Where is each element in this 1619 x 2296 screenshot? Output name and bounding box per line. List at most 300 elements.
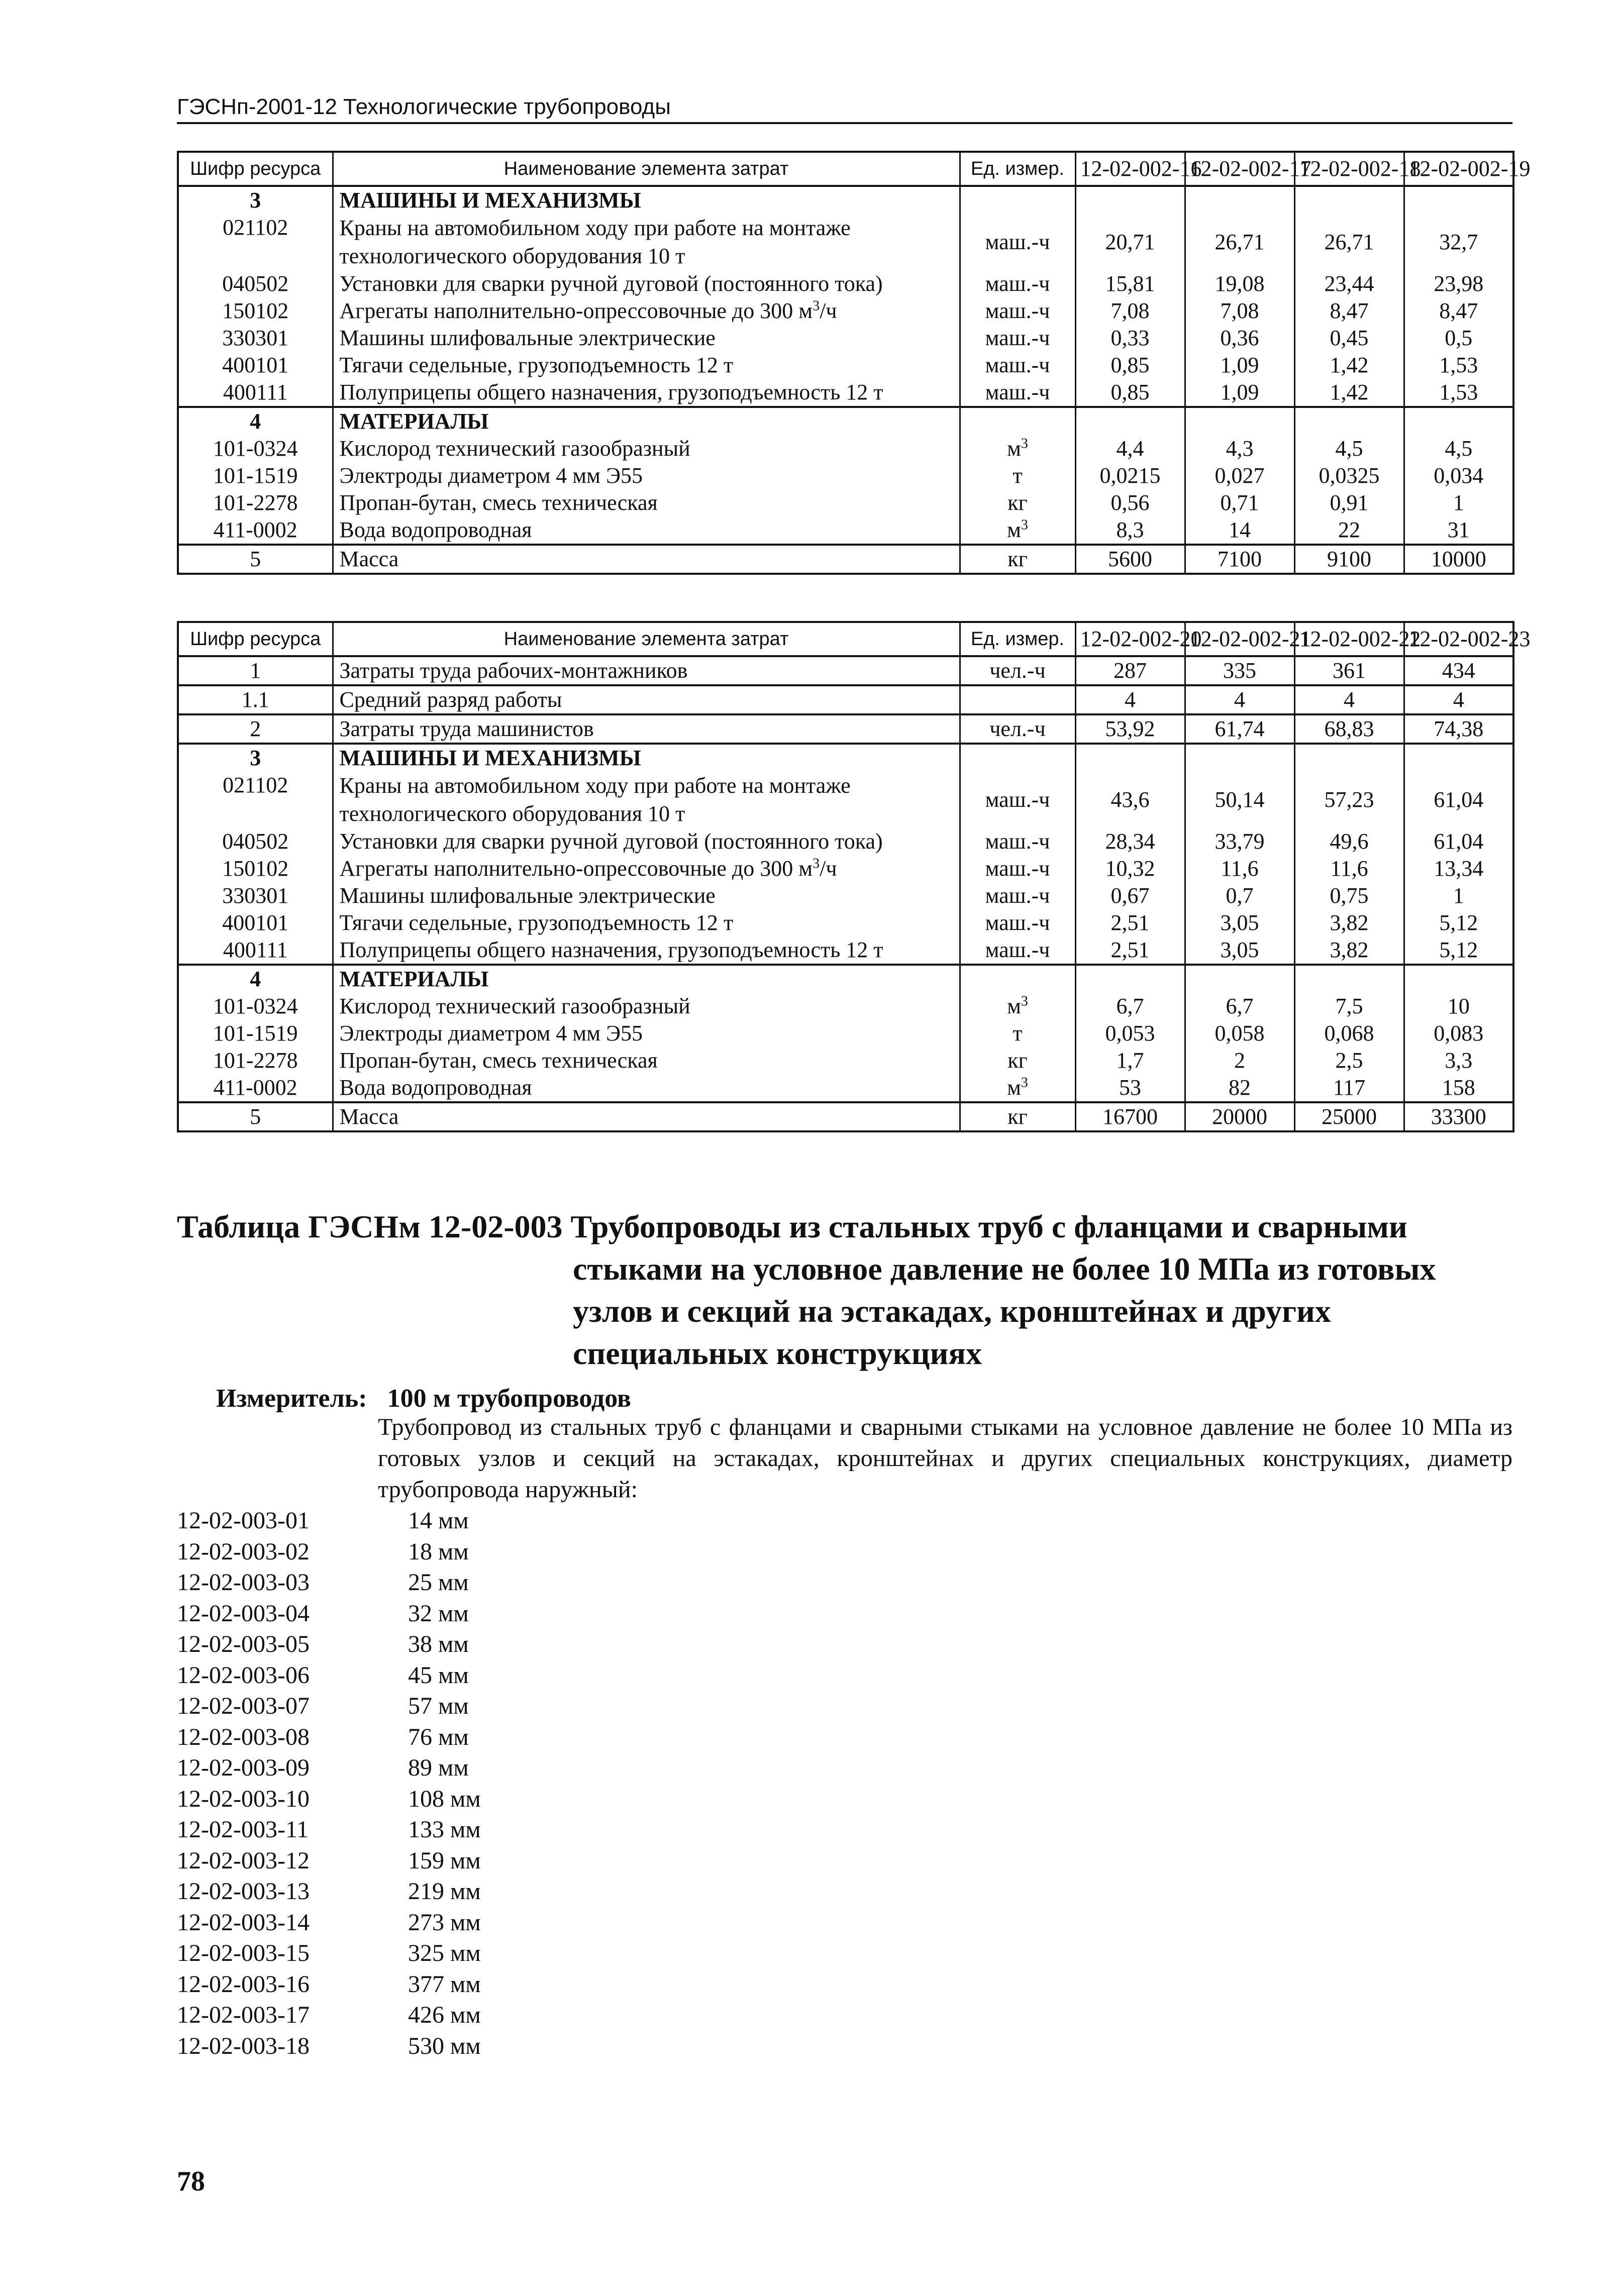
cell-code: 1.1 bbox=[178, 685, 333, 714]
list-item bbox=[177, 2000, 481, 2031]
table-row bbox=[178, 936, 1513, 965]
cell-value: 8,47 bbox=[1294, 297, 1404, 325]
list-item bbox=[177, 1505, 481, 1536]
cell-value: 32,7 bbox=[1404, 214, 1513, 270]
cell-code: 021102 bbox=[178, 772, 333, 828]
item-code: 12-02-003-15 bbox=[177, 1940, 310, 1966]
cell-unit: $м^3$ bbox=[960, 1074, 1075, 1102]
cell-value: 11,6 bbox=[1185, 855, 1294, 882]
cell-value: 0,33 bbox=[1075, 325, 1185, 352]
cell-value bbox=[1294, 407, 1404, 435]
cell-value: 6,7 bbox=[1185, 993, 1294, 1020]
cell-value: 3,3 bbox=[1404, 1047, 1513, 1074]
cell-unit: маш.-ч bbox=[960, 936, 1075, 965]
cell-unit bbox=[960, 744, 1075, 772]
column-header: 12-02-002-16 bbox=[1075, 152, 1185, 186]
cell-value bbox=[1294, 965, 1404, 993]
list-item bbox=[177, 1814, 481, 1845]
cell-value: 7100 bbox=[1185, 545, 1294, 574]
cell-value: 2,51 bbox=[1075, 936, 1185, 965]
cell-value: 33300 bbox=[1404, 1102, 1513, 1131]
table-row bbox=[178, 489, 1513, 516]
cell-code: 5 bbox=[178, 545, 333, 574]
cell-value: 9100 bbox=[1294, 545, 1404, 574]
cell-value bbox=[1075, 186, 1185, 214]
column-header: 12-02-002-17 bbox=[1185, 152, 1294, 186]
cell-value bbox=[1404, 744, 1513, 772]
table-row bbox=[178, 462, 1513, 489]
cell-name: Полуприцепы общего назначения, грузоподъемность 12 т bbox=[333, 379, 960, 407]
cell-value: 4,4 bbox=[1075, 435, 1185, 462]
cell-unit: маш.-ч bbox=[960, 772, 1075, 828]
cell-value: 0,36 bbox=[1185, 325, 1294, 352]
item-diameter: 14 мм bbox=[408, 1507, 469, 1534]
column-header: Ед. измер. bbox=[960, 152, 1075, 186]
cell-value: 53,92 bbox=[1075, 714, 1185, 744]
column-header: 12-02-002-20 bbox=[1075, 622, 1185, 656]
cell-code: 3 bbox=[178, 744, 333, 772]
cell-value: 10,32 bbox=[1075, 855, 1185, 882]
cell-unit: т bbox=[960, 1020, 1075, 1047]
cell-value: 4 bbox=[1294, 685, 1404, 714]
list-item bbox=[177, 1536, 481, 1568]
item-diameter: 25 мм bbox=[408, 1569, 469, 1596]
table-row bbox=[178, 435, 1513, 462]
cell-unit bbox=[960, 965, 1075, 993]
table-row bbox=[178, 516, 1513, 545]
cell-value: 3,05 bbox=[1185, 909, 1294, 936]
cell-value: 0,5 bbox=[1404, 325, 1513, 352]
cell-code: 150102 bbox=[178, 297, 333, 325]
cell-value: 1,53 bbox=[1404, 352, 1513, 379]
cell-value: 43,6 bbox=[1075, 772, 1185, 828]
cell-code: 101-1519 bbox=[178, 462, 333, 489]
list-item bbox=[177, 1845, 481, 1876]
cell-unit: т bbox=[960, 462, 1075, 489]
column-header: Наименование элемента затрат bbox=[333, 152, 960, 186]
cell-value: 4 bbox=[1404, 685, 1513, 714]
table-row bbox=[178, 744, 1513, 772]
section-title bbox=[177, 1206, 1512, 1375]
cell-value: 361 bbox=[1294, 656, 1404, 685]
table-row bbox=[178, 1074, 1513, 1102]
item-diameter: 45 мм bbox=[408, 1661, 469, 1689]
cell-code: 040502 bbox=[178, 828, 333, 855]
cell-value: 4,5 bbox=[1294, 435, 1404, 462]
list-item bbox=[177, 1938, 481, 1969]
item-code: 12-02-003-03 bbox=[177, 1569, 310, 1596]
item-diameter: 76 мм bbox=[408, 1723, 469, 1750]
resource-table-1 bbox=[177, 151, 1531, 575]
cell-unit bbox=[960, 685, 1075, 714]
cell-value: 19,08 bbox=[1185, 270, 1294, 297]
item-code: 12-02-003-09 bbox=[177, 1754, 310, 1781]
cell-value: 20000 bbox=[1185, 1102, 1294, 1131]
cell-value bbox=[1294, 744, 1404, 772]
item-code: 12-02-003-18 bbox=[177, 2032, 310, 2059]
item-code: 12-02-003-13 bbox=[177, 1878, 310, 1905]
item-code: 12-02-003-16 bbox=[177, 1970, 310, 1998]
cell-unit: маш.-ч bbox=[960, 855, 1075, 882]
cell-value: 28,34 bbox=[1075, 828, 1185, 855]
cell-code: 101-1519 bbox=[178, 1020, 333, 1047]
cell-value: 61,04 bbox=[1404, 828, 1513, 855]
column-header: Наименование элемента затрат bbox=[333, 622, 960, 656]
table-row bbox=[178, 882, 1513, 909]
cell-value: 0,0215 bbox=[1075, 462, 1185, 489]
cell-value bbox=[1404, 186, 1513, 214]
cell-section-title: МАШИНЫ И МЕХАНИЗМЫ bbox=[333, 744, 960, 772]
item-code: 12-02-003-14 bbox=[177, 1909, 310, 1936]
cell-unit: кг bbox=[960, 1047, 1075, 1074]
cell-value: 23,44 bbox=[1294, 270, 1404, 297]
table-row bbox=[178, 270, 1513, 297]
cell-code: 330301 bbox=[178, 325, 333, 352]
cell-value: 3,82 bbox=[1294, 936, 1404, 965]
cell-name: Тягачи седельные, грузоподъемность 12 т bbox=[333, 352, 960, 379]
cell-value: 117 bbox=[1294, 1074, 1404, 1102]
cell-value: 0,85 bbox=[1075, 379, 1185, 407]
table-row bbox=[178, 297, 1513, 325]
table-row bbox=[178, 186, 1513, 214]
cell-value: 3,82 bbox=[1294, 909, 1404, 936]
cell-name: Кислород технический газообразный bbox=[333, 993, 960, 1020]
cell-value bbox=[1075, 744, 1185, 772]
list-item bbox=[177, 1660, 481, 1691]
item-diameter: 325 мм bbox=[408, 1940, 481, 1966]
cell-unit: кг bbox=[960, 1102, 1075, 1131]
measure-line bbox=[216, 1383, 651, 1415]
item-diameter: 108 мм bbox=[408, 1785, 481, 1812]
table-row bbox=[178, 685, 1513, 714]
table-row bbox=[178, 379, 1513, 407]
item-diameter: 273 мм bbox=[408, 1909, 481, 1936]
cell-unit: кг bbox=[960, 489, 1075, 516]
cell-value: 0,45 bbox=[1294, 325, 1404, 352]
cell-value: 15,81 bbox=[1075, 270, 1185, 297]
cell-code: 4 bbox=[178, 407, 333, 435]
item-diameter: 18 мм bbox=[408, 1538, 469, 1565]
cell-value: 1,42 bbox=[1294, 379, 1404, 407]
cell-unit: маш.-ч bbox=[960, 828, 1075, 855]
cell-value: 4 bbox=[1075, 685, 1185, 714]
cell-code: 4 bbox=[178, 965, 333, 993]
cell-unit: маш.-ч bbox=[960, 214, 1075, 270]
cell-value: 25000 bbox=[1294, 1102, 1404, 1131]
cell-value: 0,91 bbox=[1294, 489, 1404, 516]
cell-value: 7,08 bbox=[1185, 297, 1294, 325]
cell-code: 101-2278 bbox=[178, 1047, 333, 1074]
cell-value: 5,12 bbox=[1404, 909, 1513, 936]
cell-unit: маш.-ч bbox=[960, 379, 1075, 407]
cell-unit: $м^3$ bbox=[960, 993, 1075, 1020]
cell-unit bbox=[960, 407, 1075, 435]
section-title-lead: Таблица ГЭСНм 12-02-003 Трубопроводы из стальных труб с фланцами и сварными bbox=[177, 1209, 1407, 1244]
cell-value: 10 bbox=[1404, 993, 1513, 1020]
list-item bbox=[177, 1752, 481, 1784]
cell-value bbox=[1404, 965, 1513, 993]
list-item bbox=[177, 1691, 481, 1722]
cell-name: Пропан-бутан, смесь техническая bbox=[333, 1047, 960, 1074]
cell-value: 0,67 bbox=[1075, 882, 1185, 909]
cell-value: 68,83 bbox=[1294, 714, 1404, 744]
list-item bbox=[177, 1598, 481, 1629]
cell-name: Краны на автомобильном ходу при работе на монтаже технологического оборудования 10 т bbox=[333, 214, 960, 270]
cell-name: Машины шлифовальные электрические bbox=[333, 882, 960, 909]
page-number: 78 bbox=[177, 2166, 205, 2197]
item-diameter: 57 мм bbox=[408, 1693, 469, 1719]
cell-value bbox=[1404, 407, 1513, 435]
cell-value: 26,71 bbox=[1294, 214, 1404, 270]
cell-name: Установки для сварки ручной дуговой (постоянного тока) bbox=[333, 828, 960, 855]
item-code: 12-02-003-07 bbox=[177, 1693, 310, 1719]
item-code: 12-02-003-17 bbox=[177, 2002, 310, 2028]
cell-value: 8,47 bbox=[1404, 297, 1513, 325]
cell-value: 5600 bbox=[1075, 545, 1185, 574]
cell-value: 16700 bbox=[1075, 1102, 1185, 1131]
cell-value: 1,09 bbox=[1185, 352, 1294, 379]
column-header: Шифр ресурса bbox=[178, 152, 333, 186]
item-diameter: 159 мм bbox=[408, 1847, 481, 1874]
cell-code: 411-0002 bbox=[178, 1074, 333, 1102]
table-row bbox=[178, 1020, 1513, 1047]
cell-name: Машины шлифовальные электрические bbox=[333, 325, 960, 352]
table-row bbox=[178, 325, 1513, 352]
column-header: 12-02-002-22 bbox=[1294, 622, 1404, 656]
section-description: Трубопровод из стальных труб с фланцами и сварными стыками на условное давление не более 10 МПа из готовых узлов и секций на эстакадах, кронштейнах и других специальных конструкциях, диаметр трубопровода наружный: bbox=[378, 1414, 1512, 1503]
cell-value: 11,6 bbox=[1294, 855, 1404, 882]
table-row bbox=[178, 965, 1513, 993]
cell-value: 1,09 bbox=[1185, 379, 1294, 407]
page-header bbox=[177, 92, 1512, 124]
cell-value: 4,5 bbox=[1404, 435, 1513, 462]
cell-name: Электроды диаметром 4 мм Э55 bbox=[333, 1020, 960, 1047]
cell-value: 50,14 bbox=[1185, 772, 1294, 828]
cell-value bbox=[1075, 407, 1185, 435]
cell-value: 7,08 bbox=[1075, 297, 1185, 325]
table-row bbox=[178, 828, 1513, 855]
cell-section-title: МАТЕРИАЛЫ bbox=[333, 407, 960, 435]
cell-name: Краны на автомобильном ходу при работе на монтаже технологического оборудования 10 т bbox=[333, 772, 960, 828]
code-list bbox=[177, 1505, 481, 2061]
cell-value: 14 bbox=[1185, 516, 1294, 545]
column-header: 12-02-002-18 bbox=[1294, 152, 1404, 186]
cell-value bbox=[1294, 186, 1404, 214]
list-item bbox=[177, 1907, 481, 1938]
cell-value: 0,56 bbox=[1075, 489, 1185, 516]
column-header: Ед. измер. bbox=[960, 622, 1075, 656]
item-diameter: 377 мм bbox=[408, 1970, 481, 1998]
cell-value: 158 bbox=[1404, 1074, 1513, 1102]
item-code: 12-02-003-10 bbox=[177, 1785, 310, 1812]
item-diameter: 89 мм bbox=[408, 1754, 469, 1781]
table-row bbox=[178, 909, 1513, 936]
cell-value bbox=[1185, 186, 1294, 214]
cell-unit: маш.-ч bbox=[960, 325, 1075, 352]
table-row bbox=[178, 1102, 1513, 1131]
table-row bbox=[178, 714, 1513, 744]
column-header: Шифр ресурса bbox=[178, 622, 333, 656]
cell-code: 400111 bbox=[178, 379, 333, 407]
cell-value: 26,71 bbox=[1185, 214, 1294, 270]
item-code: 12-02-003-02 bbox=[177, 1538, 310, 1565]
cell-unit: чел.-ч bbox=[960, 656, 1075, 685]
cell-unit: маш.-ч bbox=[960, 352, 1075, 379]
cell-value: 0,7 bbox=[1185, 882, 1294, 909]
cell-value bbox=[1185, 407, 1294, 435]
section-title-continuation: стыками на условное давление не более 10 МПа из готовых узлов и секций на эстакадах, кронштейнах и других специальных конструкциях bbox=[573, 1251, 1436, 1371]
cell-code: 330301 bbox=[178, 882, 333, 909]
cell-code: 3 bbox=[178, 186, 333, 214]
cell-value: 1 bbox=[1404, 882, 1513, 909]
cell-code: 400101 bbox=[178, 909, 333, 936]
cell-value: 0,0325 bbox=[1294, 462, 1404, 489]
cell-unit: маш.-ч bbox=[960, 297, 1075, 325]
cell-value: 20,71 bbox=[1075, 214, 1185, 270]
cell-name: Средний разряд работы bbox=[333, 685, 960, 714]
cell-name: Электроды диаметром 4 мм Э55 bbox=[333, 462, 960, 489]
cell-section-title: МАШИНЫ И МЕХАНИЗМЫ bbox=[333, 186, 960, 214]
cell-value: 22 bbox=[1294, 516, 1404, 545]
cell-code: 400101 bbox=[178, 352, 333, 379]
cell-value: 1,7 bbox=[1075, 1047, 1185, 1074]
cell-code: 411-0002 bbox=[178, 516, 333, 545]
cell-value: 335 bbox=[1185, 656, 1294, 685]
cell-code: 150102 bbox=[178, 855, 333, 882]
cell-value: 2,51 bbox=[1075, 909, 1185, 936]
column-header: 12-02-002-21 bbox=[1185, 622, 1294, 656]
table-row bbox=[178, 855, 1513, 882]
cell-name: Вода водопроводная bbox=[333, 516, 960, 545]
cell-value: 6,7 bbox=[1075, 993, 1185, 1020]
cell-code: 400111 bbox=[178, 936, 333, 965]
cell-value: 31 bbox=[1404, 516, 1513, 545]
cell-name: Масса bbox=[333, 545, 960, 574]
list-item bbox=[177, 1784, 481, 1815]
cell-name: Полуприцепы общего назначения, грузоподъемность 12 т bbox=[333, 936, 960, 965]
item-code: 12-02-003-05 bbox=[177, 1631, 310, 1657]
cell-section-title: МАТЕРИАЛЫ bbox=[333, 965, 960, 993]
item-code: 12-02-003-04 bbox=[177, 1600, 310, 1627]
cell-value: 0,75 bbox=[1294, 882, 1404, 909]
cell-unit: кг bbox=[960, 545, 1075, 574]
cell-value: 10000 bbox=[1404, 545, 1513, 574]
cell-unit: маш.-ч bbox=[960, 909, 1075, 936]
cell-unit: чел.-ч bbox=[960, 714, 1075, 744]
cell-code: 101-0324 bbox=[178, 435, 333, 462]
item-diameter: 133 мм bbox=[408, 1816, 481, 1843]
cell-value bbox=[1185, 965, 1294, 993]
cell-value: 49,6 bbox=[1294, 828, 1404, 855]
cell-value: 2,5 bbox=[1294, 1047, 1404, 1074]
table-row bbox=[178, 352, 1513, 379]
item-code: 12-02-003-11 bbox=[177, 1816, 309, 1843]
table-row bbox=[178, 993, 1513, 1020]
cell-unit: $м^3$ bbox=[960, 516, 1075, 545]
list-item bbox=[177, 1722, 481, 1753]
item-diameter: 219 мм bbox=[408, 1878, 481, 1905]
item-diameter: 426 мм bbox=[408, 2002, 481, 2028]
cell-unit: маш.-ч bbox=[960, 882, 1075, 909]
cell-value: 5,12 bbox=[1404, 936, 1513, 965]
list-item bbox=[177, 1969, 481, 2000]
cell-code: 040502 bbox=[178, 270, 333, 297]
item-code: 12-02-003-01 bbox=[177, 1507, 310, 1534]
measure-value: 100 м трубопроводов bbox=[387, 1384, 631, 1413]
item-code: 12-02-003-12 bbox=[177, 1847, 310, 1874]
column-header: 12-02-002-19 bbox=[1404, 152, 1513, 186]
measure-label: Измеритель: bbox=[216, 1384, 367, 1413]
table-row bbox=[178, 545, 1513, 574]
cell-name: Агрегаты наполнительно-опрессовочные до 300 $м^3/ч$ bbox=[333, 855, 960, 882]
item-code: 12-02-003-06 bbox=[177, 1661, 310, 1689]
cell-name: Вода водопроводная bbox=[333, 1074, 960, 1102]
table-row bbox=[178, 1047, 1513, 1074]
cell-name: Затраты труда рабочих-монтажников bbox=[333, 656, 960, 685]
table-row bbox=[178, 772, 1513, 828]
item-diameter: 32 мм bbox=[408, 1600, 469, 1627]
cell-value: 8,3 bbox=[1075, 516, 1185, 545]
cell-value: 61,74 bbox=[1185, 714, 1294, 744]
cell-value: 0,027 bbox=[1185, 462, 1294, 489]
cell-name: Затраты труда машинистов bbox=[333, 714, 960, 744]
cell-value: 3,05 bbox=[1185, 936, 1294, 965]
cell-value: 57,23 bbox=[1294, 772, 1404, 828]
cell-value: 7,5 bbox=[1294, 993, 1404, 1020]
list-item bbox=[177, 2031, 481, 2062]
cell-unit: маш.-ч bbox=[960, 270, 1075, 297]
item-diameter: 530 мм bbox=[408, 2032, 481, 2059]
cell-code: 101-0324 bbox=[178, 993, 333, 1020]
cell-value: 434 bbox=[1404, 656, 1513, 685]
column-header: 12-02-002-23 bbox=[1404, 622, 1513, 656]
cell-code: 101-2278 bbox=[178, 489, 333, 516]
cell-code: 5 bbox=[178, 1102, 333, 1131]
cell-unit bbox=[960, 186, 1075, 214]
cell-name: Тягачи седельные, грузоподъемность 12 т bbox=[333, 909, 960, 936]
table-row bbox=[178, 214, 1513, 270]
cell-value: 13,34 bbox=[1404, 855, 1513, 882]
cell-value bbox=[1075, 965, 1185, 993]
cell-value: 2 bbox=[1185, 1047, 1294, 1074]
cell-value: 0,85 bbox=[1075, 352, 1185, 379]
cell-name: Пропан-бутан, смесь техническая bbox=[333, 489, 960, 516]
cell-value: 53 bbox=[1075, 1074, 1185, 1102]
cell-value: 0,71 bbox=[1185, 489, 1294, 516]
cell-value: 82 bbox=[1185, 1074, 1294, 1102]
table-row bbox=[178, 656, 1513, 685]
cell-value: 0,058 bbox=[1185, 1020, 1294, 1047]
list-item bbox=[177, 1876, 481, 1907]
cell-value: 1,42 bbox=[1294, 352, 1404, 379]
cell-value: 0,053 bbox=[1075, 1020, 1185, 1047]
cell-value: 1,53 bbox=[1404, 379, 1513, 407]
cell-value: 23,98 bbox=[1404, 270, 1513, 297]
cell-value: 0,083 bbox=[1404, 1020, 1513, 1047]
list-item bbox=[177, 1629, 481, 1660]
resource-table-2 bbox=[177, 621, 1531, 1132]
cell-value: 1 bbox=[1404, 489, 1513, 516]
list-item bbox=[177, 1567, 481, 1598]
page-header-title: ГЭСНп-2001-12 Технологические трубопроводы bbox=[177, 94, 671, 119]
cell-name: Кислород технический газообразный bbox=[333, 435, 960, 462]
cell-name: Агрегаты наполнительно-опрессовочные до 300 $м^3/ч$ bbox=[333, 297, 960, 325]
cell-code: 021102 bbox=[178, 214, 333, 270]
item-code: 12-02-003-08 bbox=[177, 1723, 310, 1750]
cell-code: 1 bbox=[178, 656, 333, 685]
cell-value: 33,79 bbox=[1185, 828, 1294, 855]
table-row bbox=[178, 407, 1513, 435]
